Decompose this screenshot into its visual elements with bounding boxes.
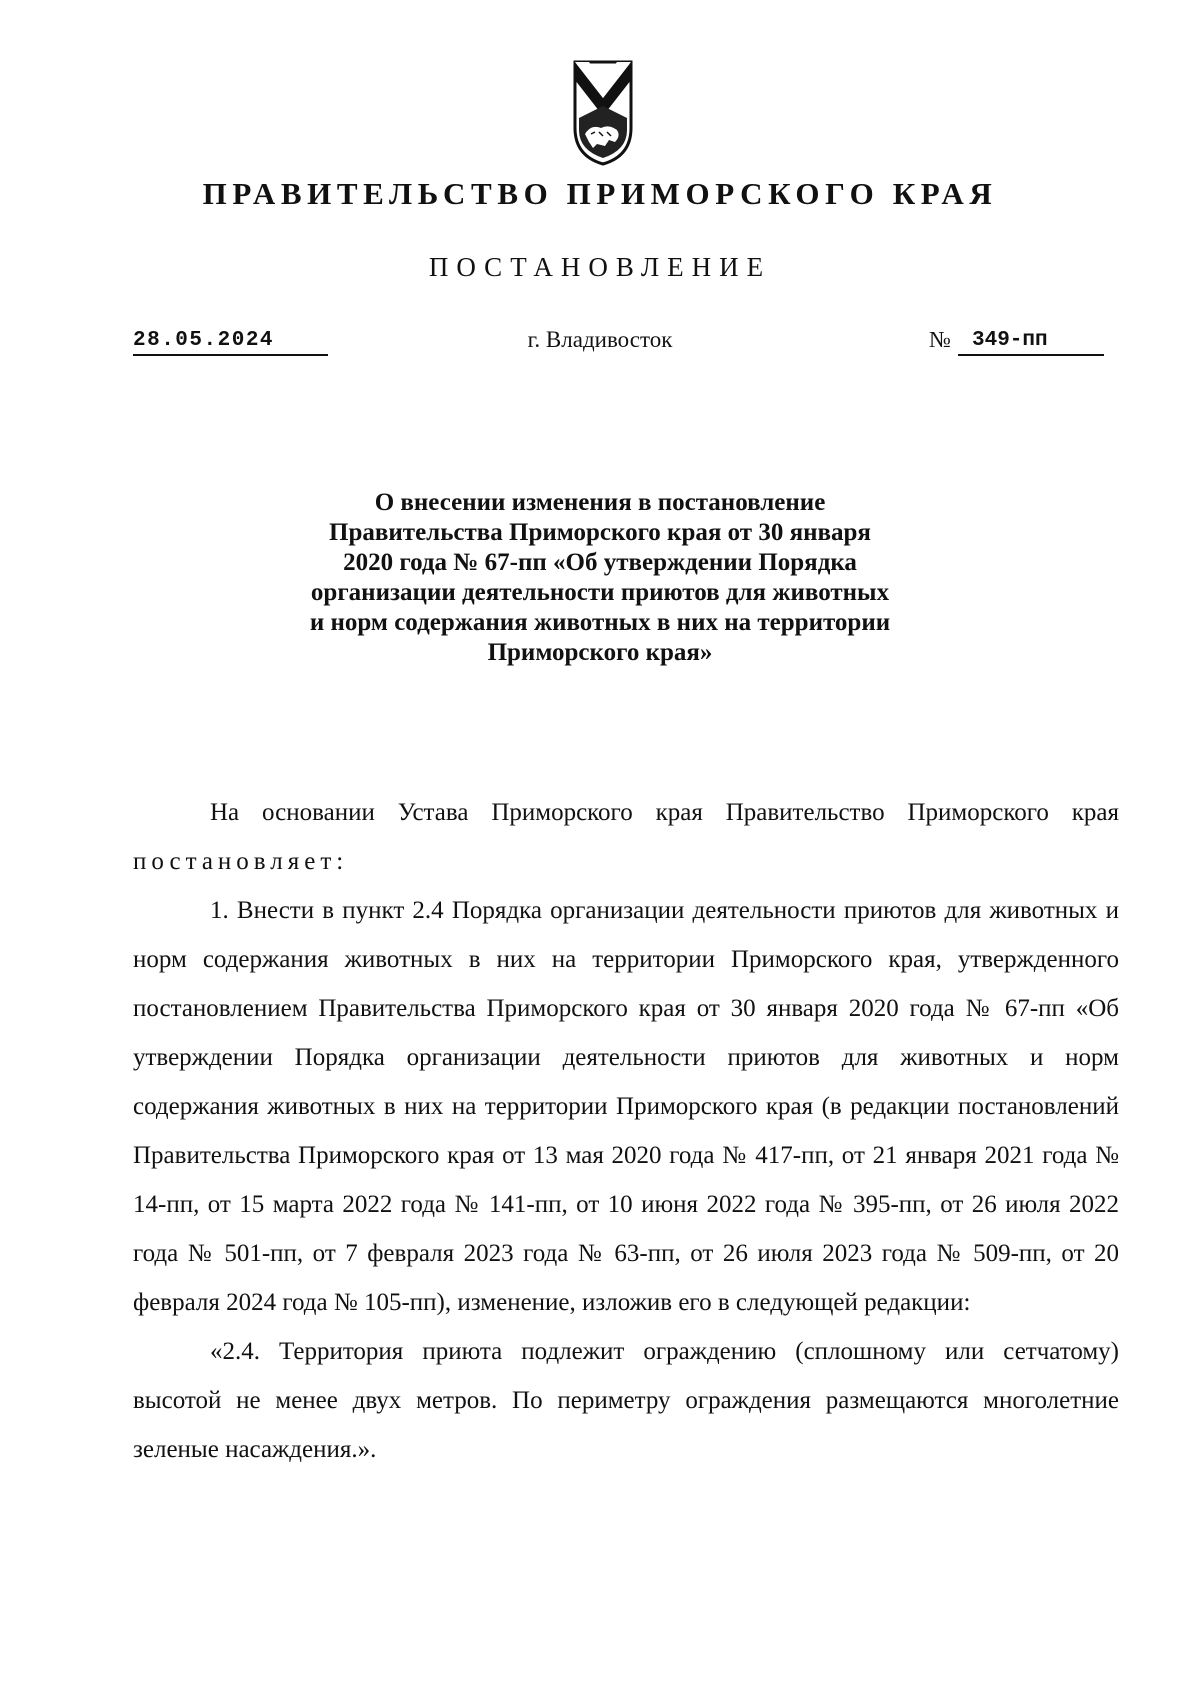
intro-text: На основании Устава Приморского края Правительство Приморского края xyxy=(210,799,1119,826)
title-line: организации деятельности приютов для животных xyxy=(310,579,890,606)
document-title xyxy=(250,488,950,668)
item-1-paragraph: 1. Внести в пункт 2.4 Порядка организации деятельности приютов для животных и норм содержания животных в них на территории Приморского края, утвержденного постановлением Правительства Приморского края от 30 января 2020 года № 67-пп «Об утверждении Порядка организации деятельности приютов для животных и норм содержания животных в них на территории Приморского края (в редакции постановлений Правительства Приморского края от 13 мая 2020 года № 417-пп, от 21 января 2021 года № 14-пп, от 15 марта 2022 года № 141-пп, от 10 июня 2022 года № 395-пп, от 26 июля 2022 года № 501-пп, от 7 февраля 2023 года № 63-пп, от 26 июля 2023 года № 509-пп, от 20 февраля 2024 года № 105-пп), изменение, изложив его в следующей редакции: xyxy=(133,897,1119,1316)
title-line: Приморского края» xyxy=(487,639,713,666)
government-heading: ПРАВИТЕЛЬСТВО ПРИМОРСКОГО КРАЯ xyxy=(202,176,998,211)
document-body xyxy=(133,788,1119,1474)
resolves-word: постановляет: xyxy=(133,848,349,875)
title-line: 2020 года № 67-пп «Об утверждении Порядка xyxy=(343,549,857,576)
title-line: и норм содержания животных в них на территории xyxy=(309,609,891,636)
title-line: О внесении изменения в постановление xyxy=(374,489,826,516)
item-1-quote-paragraph: «2.4. Территория приюта подлежит ограждению (сплошному или сетчатому) высотой не менее двух метров. По периметру ограждения размещаются многолетние зеленые насаждения.». xyxy=(133,1338,1119,1463)
intro-paragraph xyxy=(133,788,1119,886)
document-date: 28.05.2024 xyxy=(133,328,328,356)
document-type: ПОСТАНОВЛЕНИЕ xyxy=(428,252,772,282)
document-number: 349-пп xyxy=(958,328,1104,356)
coat-of-arms-icon xyxy=(571,58,635,166)
document-city: г. Владивосток xyxy=(527,327,673,352)
title-line: Правительства Приморского края от 30 января xyxy=(329,519,871,546)
number-sign: № xyxy=(929,327,951,352)
